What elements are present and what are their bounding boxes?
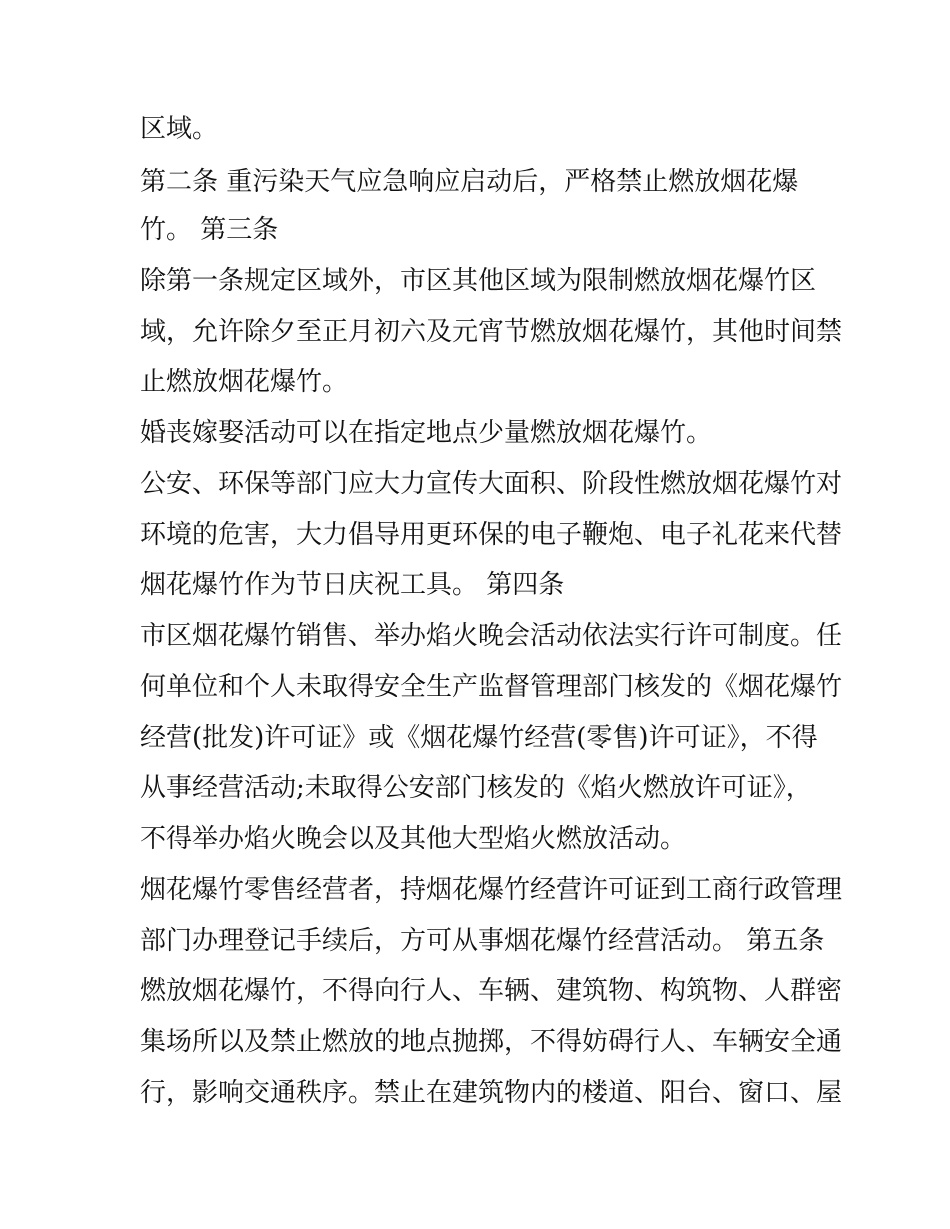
text-line: 止燃放烟花爆竹。 xyxy=(140,367,349,397)
text-line: 第二条 重污染天气应急响应启动后，严格禁止燃放烟花爆 xyxy=(140,167,799,197)
text-line: 行，影响交通秩序。禁止在建筑物内的楼道、阳台、窗口、屋 xyxy=(140,1078,843,1108)
text-line: 何单位和个人未取得安全生产监督管理部门核发的《烟花爆竹 xyxy=(140,672,843,702)
text-line: 燃放烟花爆竹，不得向行人、车辆、建筑物、构筑物、人群密 xyxy=(140,976,843,1006)
text-line: 环境的危害，大力倡导用更环保的电子鞭炮、电子礼花来代替 xyxy=(140,520,843,550)
text-line: 除第一条规定区域外，市区其他区域为限制燃放烟花爆竹区 xyxy=(140,266,817,296)
text-line: 经营(批发)许可证》或《烟花爆竹经营(零售)许可证》，不得 xyxy=(140,723,818,753)
text-line: 公安、环保等部门应大力宣传大面积、阶段性燃放烟花爆竹对 xyxy=(140,469,843,499)
text-line: 部门办理登记手续后，方可从事烟花爆竹经营活动。 第五条 xyxy=(140,926,825,956)
text-line: 从事经营活动;未取得公安部门核发的《焰火燃放许可证》， xyxy=(140,773,812,803)
text-line: 竹。 第三条 xyxy=(140,215,279,245)
text-line: 区域。 xyxy=(140,114,219,144)
text-line: 烟花爆竹零售经营者，持烟花爆竹经营许可证到工商行政管理 xyxy=(140,875,843,905)
text-line: 婚丧嫁娶活动可以在指定地点少量燃放烟花爆竹。 xyxy=(140,418,713,448)
text-line: 域，允许除夕至正月初六及元宵节燃放烟花爆竹，其他时间禁 xyxy=(140,317,843,347)
text-line: 集场所以及禁止燃放的地点抛掷，不得妨碍行人、车辆安全通 xyxy=(140,1027,843,1057)
text-line: 不得举办焰火晚会以及其他大型焰火燃放活动。 xyxy=(140,824,687,854)
text-line: 市区烟花爆竹销售、举办焰火晚会活动依法实行许可制度。任 xyxy=(140,621,843,651)
text-line: 烟花爆竹作为节日庆祝工具。 第四条 xyxy=(140,570,565,600)
